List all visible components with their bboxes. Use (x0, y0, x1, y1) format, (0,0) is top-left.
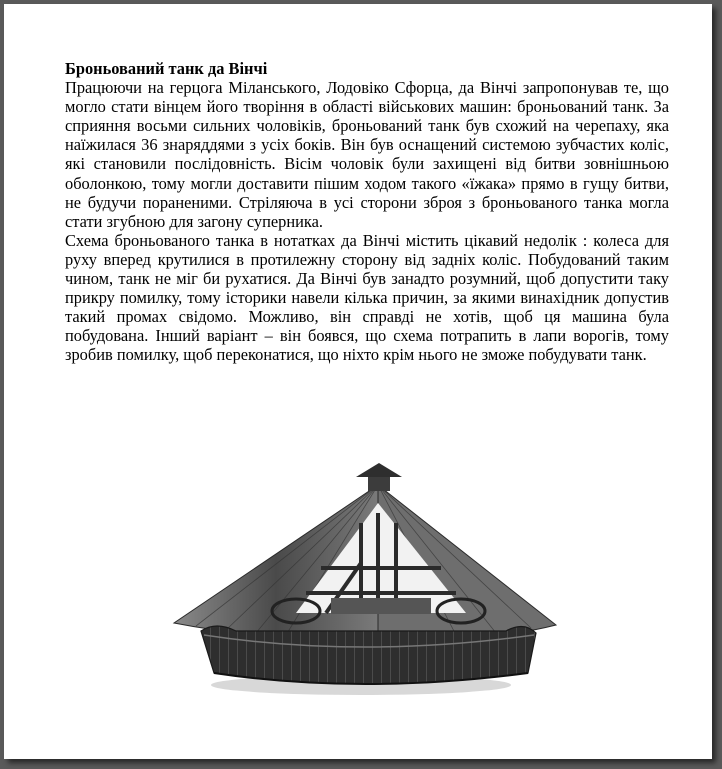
paragraph-1: Працюючи на герцога Міланського, Лодовіко Сфорца, да Вінчі запропонував те, що могло стати вінцем його творіння в області військових машин: броньований танк. За сприяння восьми сильних чоловіків, броньований танк був схожий на черепаху, яка наїжилася 36 знаряддями з усіх боків. Він був оснащений системою зубчастих коліс, які становили послідовність. Вісім чоловік були захищені від битви зовнішньою оболонкою, тому могли доставити пішим ходом такого «їжака» прямо в гущу битви, не будучи пораненими. Стріляюча в усі сторони зброя з броньованого танка могла стати згубною для загону суперника. (65, 78, 669, 231)
tank-model-photo (156, 463, 559, 703)
document-title: Броньований танк да Вінчі (65, 59, 268, 78)
document-body (65, 59, 669, 365)
tank-model-photo-icon (156, 463, 559, 703)
paragraph-2: Схема броньованого танка в нотатках да Вінчі містить цікавий недолік : колеса для руху вперед крутилися в протилежну сторону від задніх коліс. Побудований таким чином, танк не міг би рухатися. Да Вінчі був занадто розумний, щоб допустити таку прикру помилку, тому історики навели кілька причин, за якими винахідник допустив такий промах свідомо. Можливо, він справді не хотів, щоб ця машина була побудована. Інший варіант – він боявся, що схема потрапить в лапи ворогів, тому зробив помилку, щоб переконатися, що ніхто крім нього не зможе побудувати танк. (65, 230, 669, 365)
document-page (4, 4, 712, 759)
